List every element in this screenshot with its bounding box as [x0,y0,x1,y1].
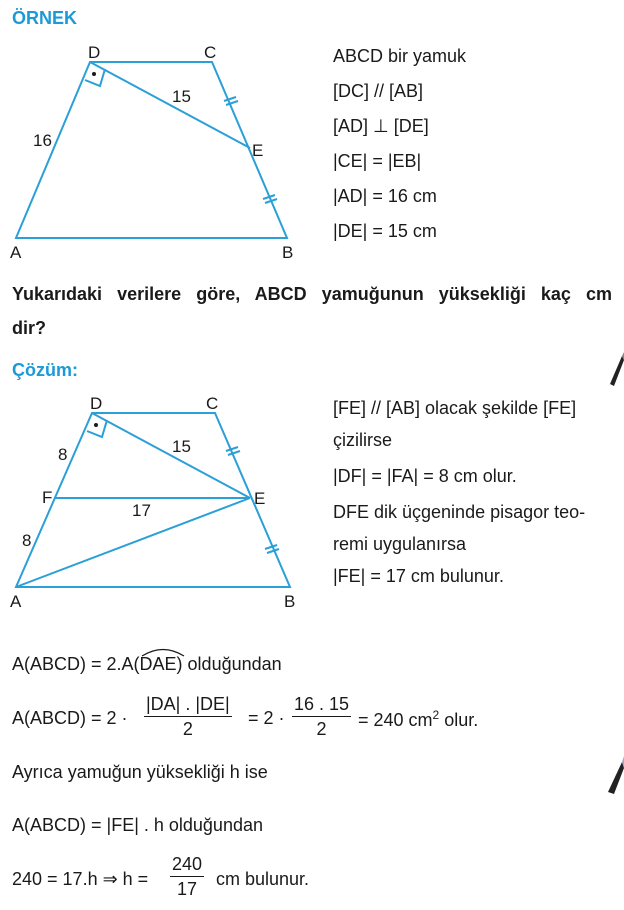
right-angle-mark [85,69,105,86]
right-angle-mark-2 [87,420,107,437]
eq2-sup: 2 [432,708,440,722]
eq4-den: 17 [177,879,198,899]
label-c-2: C [206,394,219,413]
length-ad: 16 [33,131,52,150]
length-fa: 8 [22,531,32,550]
solution-line-4: DFE dik üçgeninde pisagor teo- [333,502,586,522]
solution-line-1: [FE] // [AB] olacak şekilde [FE] [333,398,577,418]
right-angle-dot-2 [94,423,98,427]
label-d: D [88,43,101,62]
eq2-fraction-1 [144,692,232,741]
label-f: F [42,488,53,507]
right-angle-dot [92,72,96,76]
given-line-6: |DE| = 15 cm [333,221,437,241]
area-equation-3: A(ABCD) = |FE| . h olduğundan [12,815,263,835]
eq4-num: 240 [170,852,204,877]
eq2-mid: = 2 · [248,708,285,728]
eq2-frac1-num: |DA| . |DE| [144,692,232,717]
trapezoid-figure [0,36,320,266]
trapezoid-outline [16,62,287,238]
pen-icon [604,352,624,386]
eq4-fraction [170,852,204,901]
eq2-frac2-den: 2 [316,719,327,739]
solution-figure [0,390,320,620]
solution-line-6: |FE| = 17 cm bulunur. [333,566,504,586]
label-c: C [204,43,217,62]
length-fe: 17 [132,501,151,520]
label-a-2: A [10,592,22,611]
trapezoid-outline-2 [16,413,290,587]
label-e-2: E [254,489,266,508]
length-df: 8 [58,445,68,464]
solution-line-5: remi uygulanırsa [333,534,467,554]
given-line-4: |CE| = |EB| [333,151,422,171]
solution-line-3: |DF| = |FA| = 8 cm olur. [333,466,517,486]
tick-mark-eb-a [265,545,277,549]
eq4-tail: cm bulunur. [216,869,310,889]
label-b-2: B [284,592,296,611]
arc-dae: DAE [140,654,177,675]
solution-line-2: çizilirse [333,430,393,450]
eq1-pre: A(ABCD) = 2.A( [12,654,140,674]
eq2-fraction-2 [292,692,351,741]
example-heading: ÖRNEK [12,8,78,28]
arc-mark [140,645,186,657]
question-line-2: dir? [12,318,46,338]
segment-de-2 [92,413,250,498]
eq2-frac2-num: 16 . 15 [292,692,351,717]
tick-mark-ce-1 [224,97,236,101]
eq1-post: ) olduğundan [176,654,282,674]
question-line-1: Yukarıdaki verilere göre, ABCD yamuğunun yüksekliği kaç cm [12,284,612,304]
label-b: B [282,243,294,262]
length-de: 15 [172,87,191,106]
label-a: A [10,243,22,262]
given-line-1: ABCD bir yamuk [333,46,467,66]
tick-mark-ce-b [228,451,240,455]
label-e: E [252,141,264,160]
eq4-lhs: 240 = 17.h ⇒ h = [12,869,149,889]
eq2-lhs: A(ABCD) = 2 · [12,708,128,728]
area-equation-1 [12,654,282,675]
height-line: Ayrıca yamuğun yüksekliği h ise [12,762,268,782]
given-line-5: |AD| = 16 cm [333,186,437,206]
pen-icon-2 [604,756,624,794]
label-d-2: D [90,394,103,413]
eq2-result: = 240 $cm^2$ olur. [358,708,479,730]
length-de-2: 15 [172,437,191,456]
solution-heading: Çözüm: [12,360,78,380]
given-line-2: [DC] // [AB] [333,81,424,101]
given-line-3: [AD] ⊥ [DE] [333,116,429,136]
eq2-frac1-den: 2 [182,719,193,739]
